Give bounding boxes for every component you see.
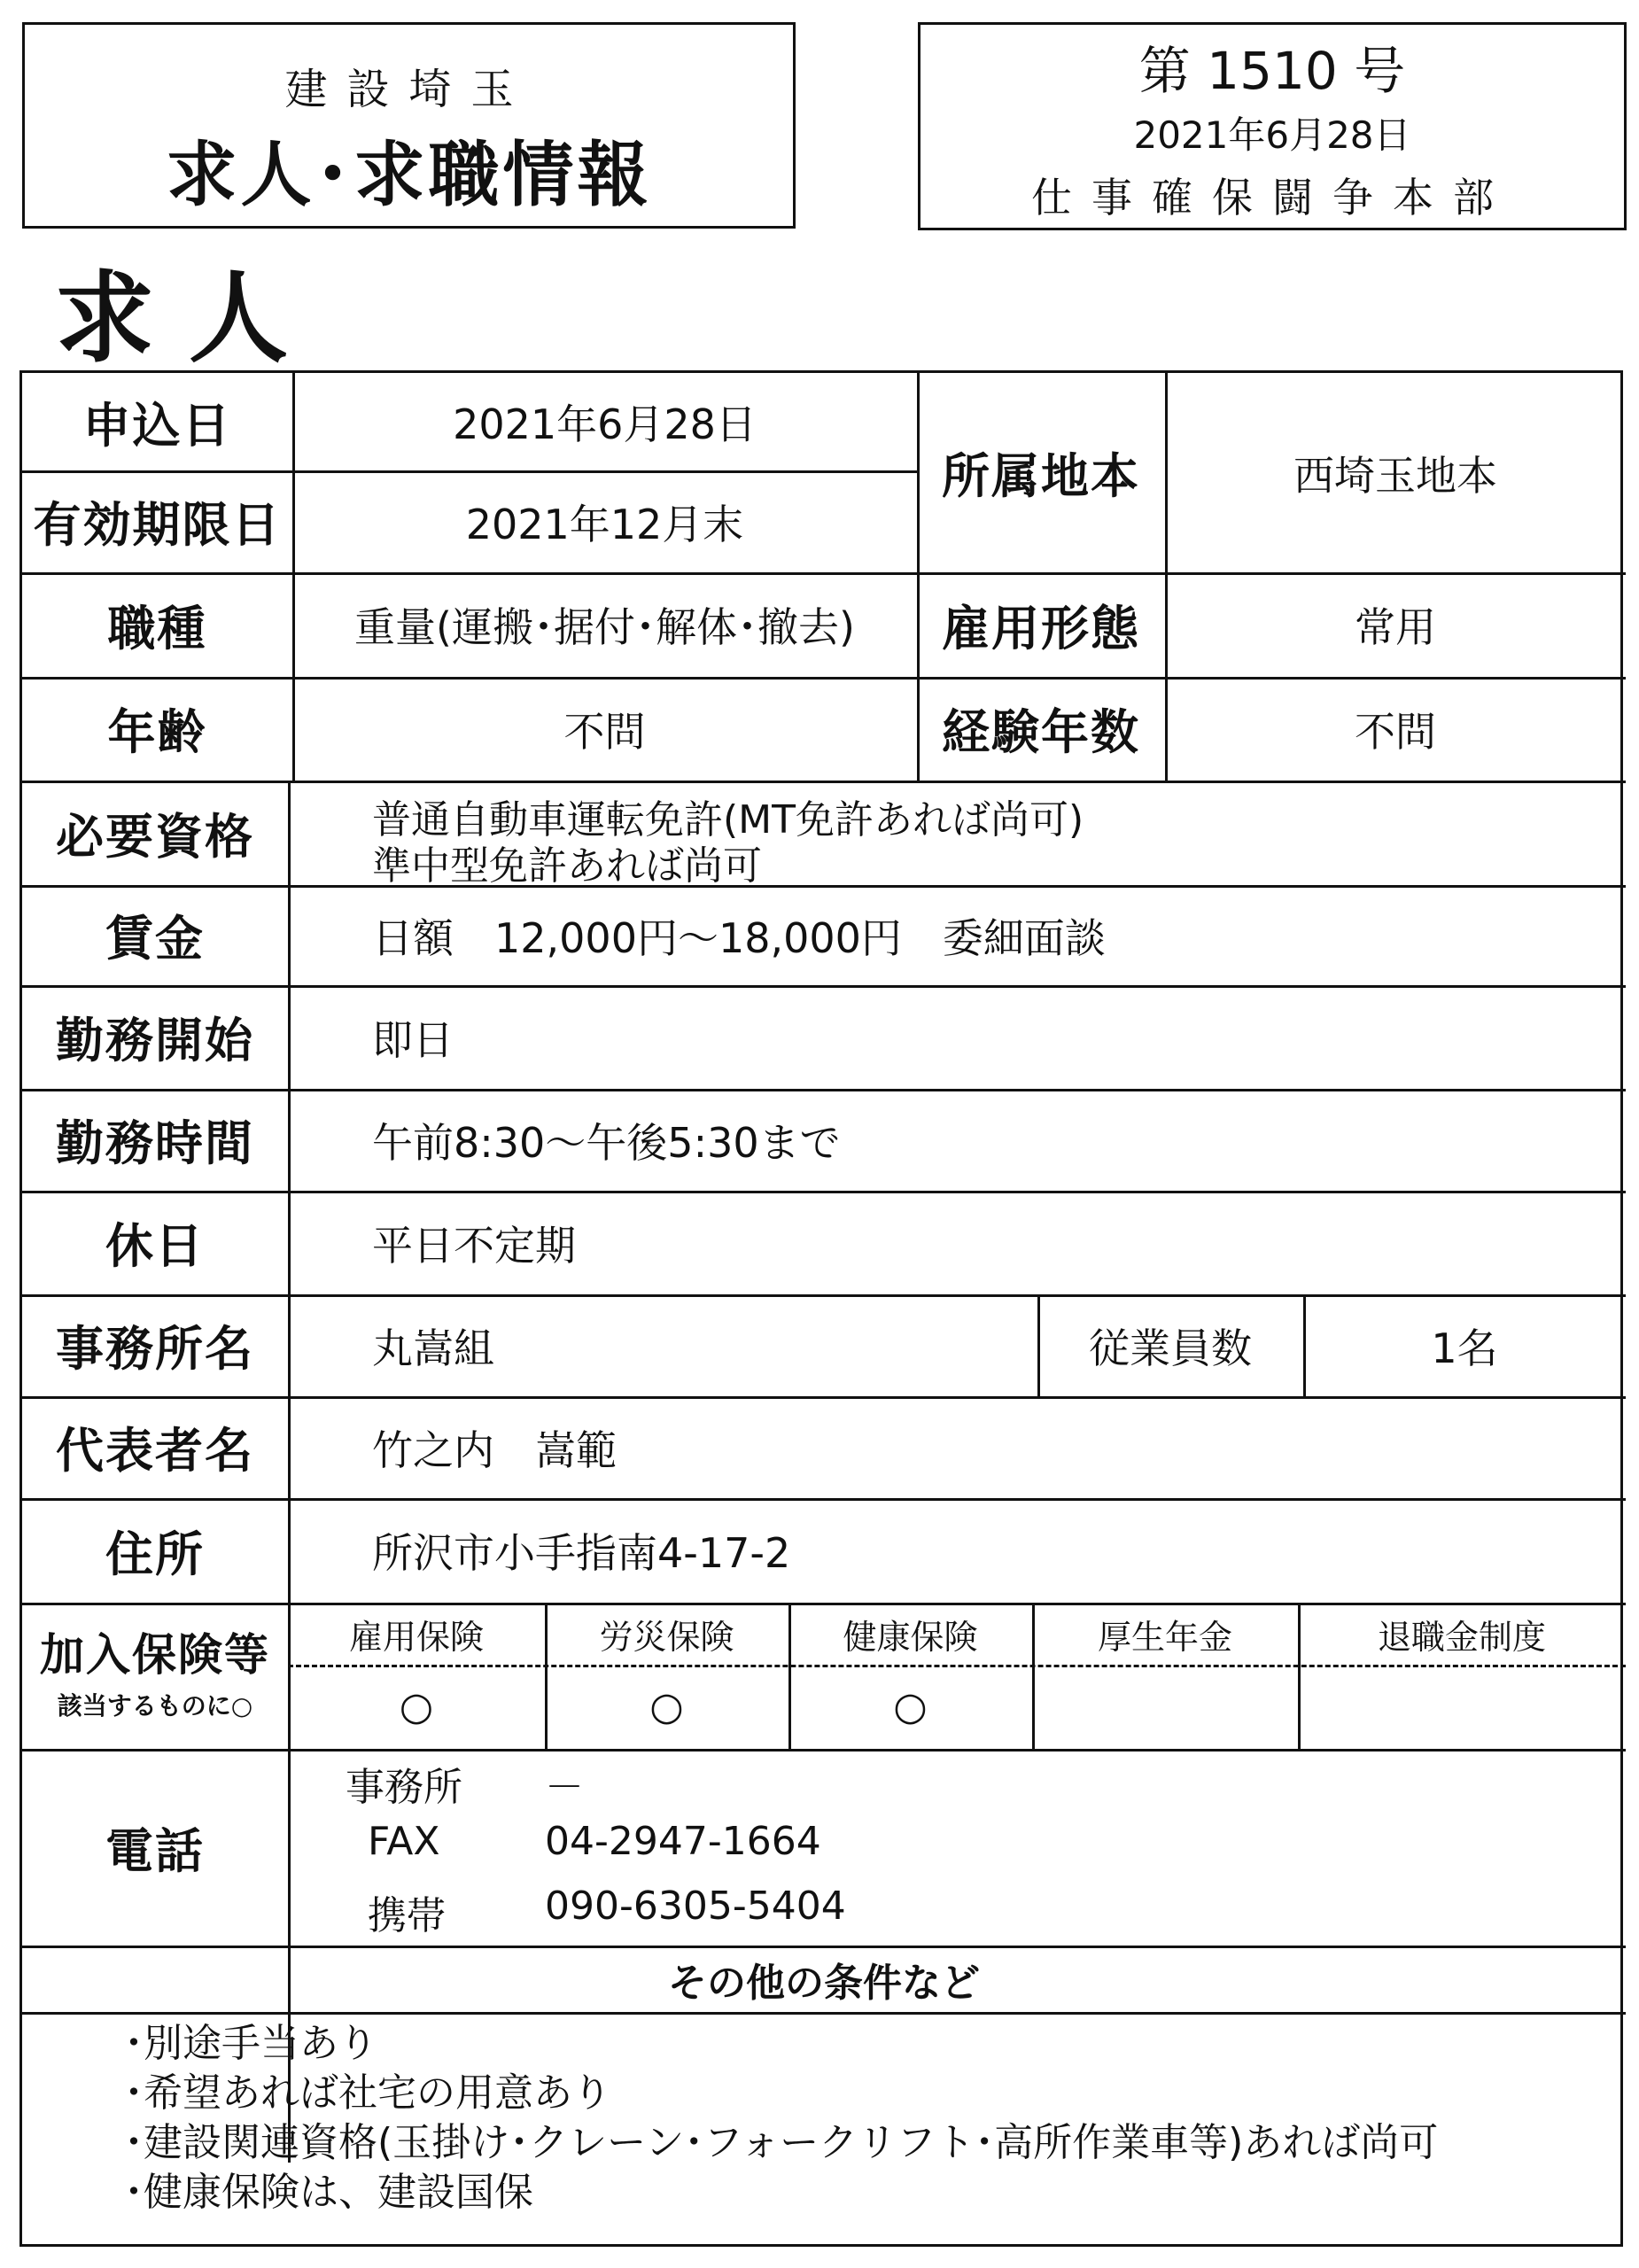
age-value: 不問 [563,707,646,756]
insurance-column-accident: 労災保険 [599,1617,734,1657]
publisher: 仕事確保闘争本部 [1031,174,1513,221]
employment-type-value: 常用 [1355,603,1436,651]
job-type-label: 職種 [107,600,207,656]
list-item: ･健康保険は、建設国保 [124,2170,533,2215]
phone-mobile-label: 携帯 [368,1893,446,1938]
page-title: 求人･求職情報 [166,133,652,216]
list-item: ･別途手当あり [124,2021,377,2066]
insurance-column-retirement: 退職金制度 [1377,1617,1546,1657]
holidays-label: 休日 [105,1218,205,1274]
experience-value: 不問 [1355,707,1436,756]
expiry-date-value: 2021年12月末 [465,500,744,548]
insurance-mark-pension [1032,1665,1298,1749]
employees-label: 従業員数 [1089,1324,1252,1372]
office-name-label: 事務所名 [56,1321,254,1377]
hours-value: 午前8:30～午後5:30まで [372,1118,841,1167]
representative-label: 代表者名 [56,1423,254,1479]
qualifications-label: 必要資格 [56,808,254,865]
age-label: 年齢 [107,704,207,760]
insurance-column-employment: 雇用保険 [348,1617,484,1657]
employees-value: 1名 [1431,1324,1498,1372]
representative-value: 竹之内 嵩範 [372,1425,617,1474]
divider [22,2012,1626,2015]
wage-value: 日額 12,000円～18,000円 委細面談 [372,913,1106,962]
job-type-value: 重量(運搬･据付･解体･撤去) [354,603,855,651]
employment-type-label: 雇用形態 [942,600,1140,656]
qualifications-line-1: 普通自動車運転免許(MT免許あれば尚可) [372,797,1084,843]
phone-mobile-value: 090-6305-5404 [545,1884,846,1929]
phone-fax-label: FAX [368,1819,440,1864]
application-date-label: 申込日 [82,397,232,454]
insurance-mark-health: ○ [893,1684,928,1729]
list-item: ･希望あれば社宅の用意あり [124,2070,611,2116]
issue-date: 2021年6月28日 [1133,113,1411,157]
insurance-label: 加入保険等 [40,1629,270,1681]
insurance-mark-retirement [1298,1665,1626,1749]
wage-label: 賃金 [105,911,205,967]
phone-office-label: 事務所 [346,1765,462,1810]
org-name: 建設埼玉 [284,64,533,114]
start-value: 即日 [372,1015,454,1064]
insurance-note: 該当するものに○ [57,1691,253,1720]
phone-office-value: － [545,1765,584,1810]
section-title: 求 人 [55,261,288,377]
branch-label: 所属地本 [942,448,1140,504]
holidays-value: 平日不定期 [372,1221,576,1270]
insurance-mark-employment: ○ [399,1684,434,1729]
insurance-column-health: 健康保険 [843,1617,978,1657]
insurance-column-pension: 厚生年金 [1097,1617,1232,1657]
other-conditions-title: その他の条件など [668,1960,980,2006]
hours-label: 勤務時間 [56,1115,254,1171]
insurance-mark-accident: ○ [649,1684,684,1729]
qualifications-line-2: 準中型免許あれば尚可 [372,843,762,889]
title-box [22,22,796,229]
experience-label: 経験年数 [942,704,1140,760]
application-date-value: 2021年6月28日 [453,400,757,448]
phone-fax-value: 04-2947-1664 [545,1819,821,1864]
office-name-value: 丸嵩組 [372,1324,494,1372]
phone-label: 電話 [105,1822,205,1879]
issue-box [918,22,1627,230]
issue-number: 第 1510 号 [1138,41,1406,101]
job-form [19,370,1623,2247]
address-value: 所沢市小手指南4-17-2 [372,1529,791,1577]
list-item: ･建設関連資格(玉掛け･クレーン･フォークリフト･高所作業車等)あれば尚可 [124,2120,1439,2165]
expiry-date-label: 有効期限日 [33,497,282,553]
address-label: 住所 [105,1526,205,1582]
branch-value: 西埼玉地本 [1293,451,1497,500]
other-conditions-list [124,2019,1612,2241]
start-label: 勤務開始 [56,1013,254,1068]
